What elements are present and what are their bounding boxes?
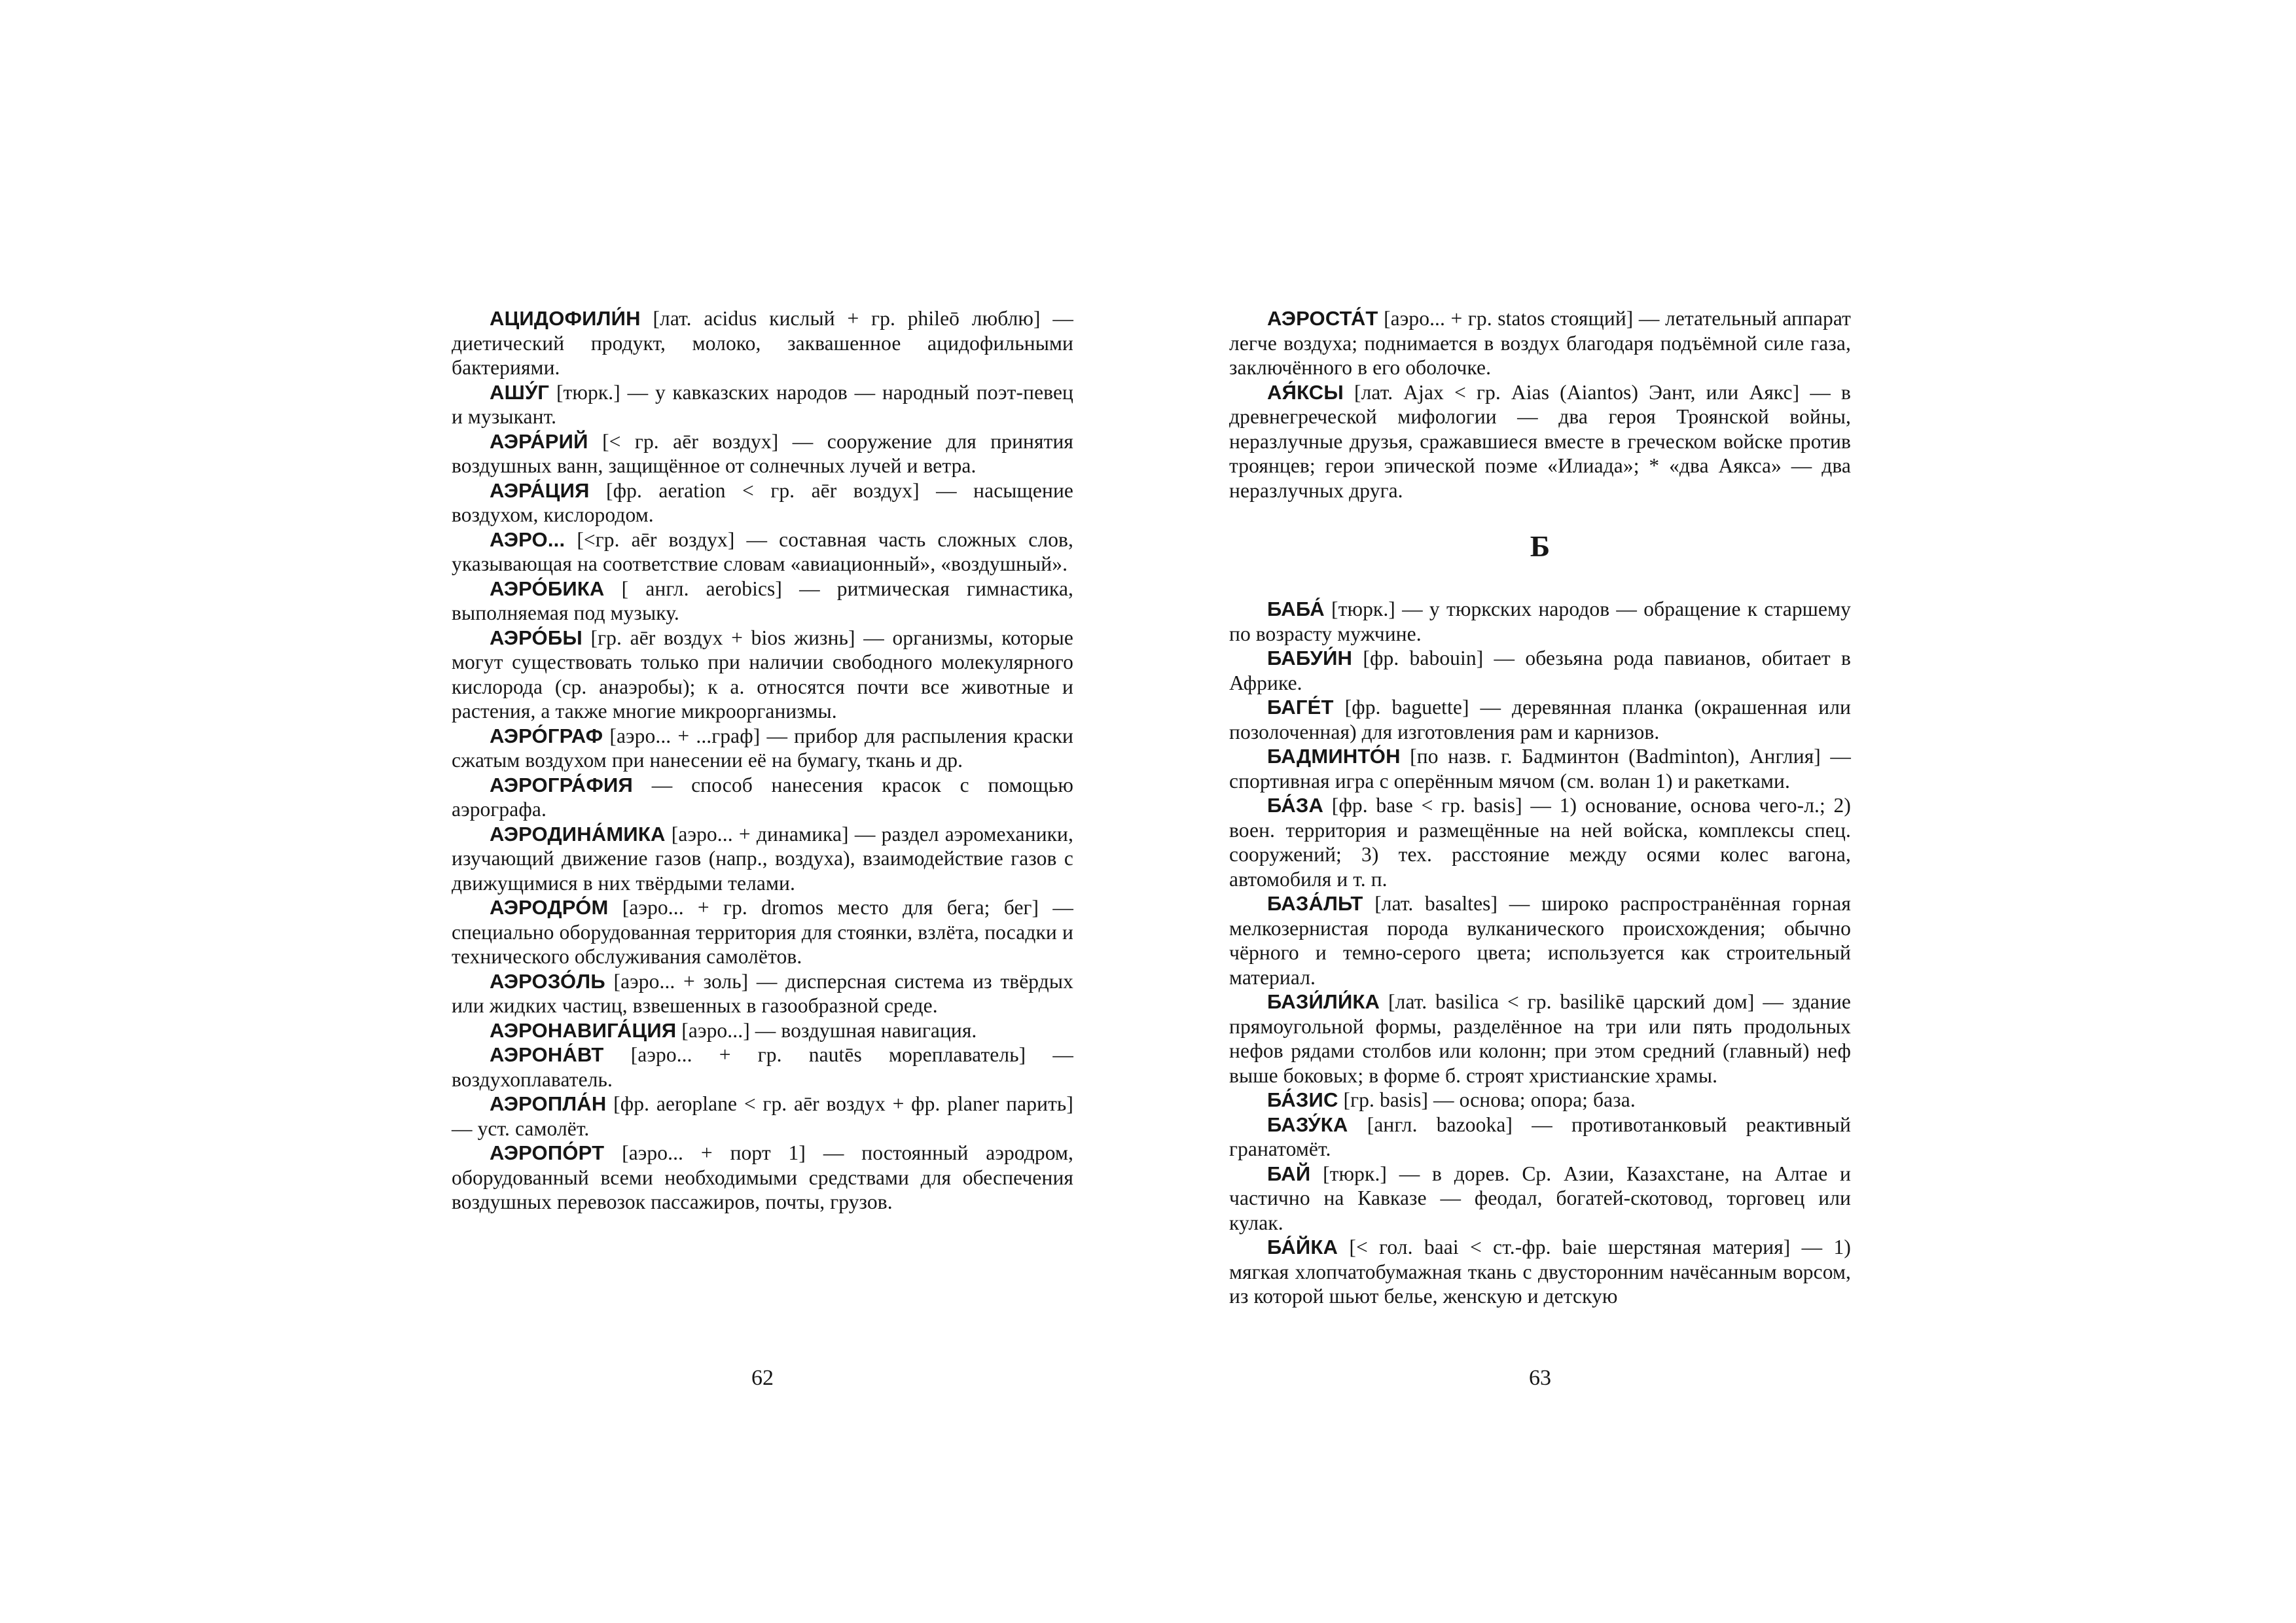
entry-headword: БАБУИ́Н [1267, 647, 1353, 669]
entry-headword: АШУ́Г [490, 380, 550, 404]
right-page [1229, 306, 1851, 1390]
dictionary-entry [452, 773, 1073, 822]
entry-headword: БАЗА́ЛЬТ [1267, 892, 1363, 915]
entry-headword: АЭРО́БЫ [490, 626, 583, 649]
entry-definition: [< гр. aēr воздух] — сооружение для принятия воздушных ванн, защищённое от солнечных лучей и ветра. [452, 429, 1073, 477]
entry-headword: АЭРОДИНА́МИКА [490, 822, 666, 846]
entry-definition: [фр. aeroplane < гр. aēr воздух + фр. planer парить] — уст. самолёт. [452, 1092, 1073, 1140]
dictionary-entry [1229, 1113, 1851, 1162]
dictionary-entry [1229, 1088, 1851, 1113]
entry-headword: БАЙ [1267, 1162, 1311, 1185]
entry-definition: — способ нанесения красок с помощью аэрографа. [452, 773, 1073, 821]
page-number: 63 [1529, 1366, 1551, 1390]
entry-definition: [<гр. aēr воздух] — составная часть сложных слов, указывающая на соответствие словам «авиационный», «воздушный». [452, 527, 1073, 575]
entry-headword: БА́ЗИС [1267, 1088, 1338, 1111]
dictionary-entry [1229, 597, 1851, 646]
entry-definition: [по назв. г. Бадминтон (Badminton), Англия] — спортивная игра с оперённым мячом (см. волан 1) и ракетками. [1229, 745, 1851, 793]
entry-definition: [тюрк.] — в дорев. Ср. Азии, Казахстане, на Алтае и частично на Кавказе — феодал, богатей-скотовод, торговец или кулак. [1229, 1162, 1851, 1234]
dictionary-entry [1229, 1162, 1851, 1236]
dictionary-entry [1229, 891, 1851, 990]
dictionary-entry [452, 822, 1073, 896]
entry-headword: АЭРА́РИЙ [490, 429, 588, 453]
entry-headword: БАЗИ́ЛИ́КА [1267, 990, 1380, 1013]
entry-definition: [аэро... + динамика] — раздел аэромеханики, изучающий движение газов (напр., воздуха), взаимодействие газов с движущимися в них твёрдыми телами. [452, 822, 1073, 895]
entry-definition: [фр. base < гр. basis] — 1) основание, основа чего-л.; 2) воен. территория и размещённые на ней войска, комплексы спец. сооружений; 3) тех. расстояние между осями колес вагона, автомобиля и т. п. [1229, 794, 1851, 891]
dictionary-entry [452, 969, 1073, 1018]
page-number: 62 [751, 1366, 774, 1390]
dictionary-entry [1229, 990, 1851, 1088]
dictionary-entry [452, 1141, 1073, 1215]
entry-headword: АЭРОНАВИГА́ЦИЯ [490, 1018, 677, 1042]
dictionary-entry [452, 1092, 1073, 1141]
dictionary-entry [452, 527, 1073, 577]
letter-section-heading: Б [1530, 529, 1551, 563]
entry-definition: [англ. bazooka] — противотанковый реактивный гранатомёт. [1229, 1113, 1851, 1160]
entry-definition: [аэро... + ...граф] — прибор для распыления краски сжатым воздухом при нанесении её на бумагу, ткань и др. [452, 724, 1073, 772]
dictionary-entry [452, 1043, 1073, 1092]
left-page [452, 306, 1073, 1390]
entry-headword: БАДМИНТО́Н [1267, 745, 1401, 768]
entry-headword: АЭРО́ГРАФ [490, 724, 603, 747]
entry-definition: [аэро... + золь] — дисперсная система из твёрдых или жидких частиц, взвешенных в газообразной среде. [452, 969, 1073, 1017]
dictionary-entry [1229, 306, 1851, 380]
dictionary-entry [1229, 646, 1851, 695]
entry-definition: [фр. babouin] — обезьяна рода павианов, обитает в Африке. [1229, 647, 1851, 694]
dictionary-entry [1229, 793, 1851, 891]
entry-headword: БАЗУ́КА [1267, 1113, 1348, 1136]
entry-headword: БА́ЗА [1267, 794, 1324, 817]
entry-headword: АЭРО́БИКА [490, 577, 605, 600]
entry-headword: АЭРОЗО́ЛЬ [490, 969, 605, 993]
entry-definition: [аэро... + порт 1] — постоянный аэродром, оборудованный всеми необходимыми средствами для обеспечения воздушных перевозок пассажиров, почты, грузов. [452, 1141, 1073, 1213]
entry-headword: БА́ЙКА [1267, 1236, 1338, 1258]
entry-definition: [гр. aēr воздух + bios жизнь] — организмы, которые могут существовать только при наличии свободного молекулярного кислорода (ср. анаэробы); к а. относятся почти все животные и растения, а также многие микроорганизмы. [452, 626, 1073, 722]
right-page-entries [1229, 306, 1851, 1331]
entry-definition: [лат. basilica < гр. basilikē царский дом] — здание прямоугольной формы, разделённое на три или пять продольных нефов рядами столбов или колонн; при этом средний (главный) неф выше боковых; в форме б. строят христианские храмы. [1229, 990, 1851, 1087]
entry-definition: [< гол. baai < ст.-фр. baie шерстяная материя] — 1) мягкая хлопчатобумажная ткань с двусторонним начёсанным ворсом, из которой шьют белье, женскую и детскую [1229, 1236, 1851, 1308]
entry-definition: [ англ. aerobics] — ритмическая гимнастика, выполняемая под музыку. [452, 577, 1073, 624]
entry-headword: АЭРО... [490, 527, 565, 551]
entry-headword: АЭРА́ЦИЯ [490, 478, 590, 502]
dictionary-entry [452, 306, 1073, 380]
entry-headword: БАБА́ [1267, 597, 1325, 620]
entry-definition: [тюрк.] — у кавказских народов — народный поэт-певец и музыкант. [452, 380, 1073, 428]
dictionary-entry [452, 895, 1073, 969]
entry-headword: АЭРОПО́РТ [490, 1141, 605, 1164]
entry-definition: [гр. basis] — основа; опора; база. [1338, 1088, 1636, 1111]
entry-definition: [лат. basaltes] — широко распространённая горная мелкозернистая порода вулканического происхождения; обычно чёрного и темно-серого цвета; используется как строительный материал. [1229, 892, 1851, 989]
entry-headword: АЯ́КСЫ [1267, 380, 1344, 404]
dictionary-entry [452, 478, 1073, 527]
entry-definition: [лат. acidus кислый + гр. phileō люблю] — диетический продукт, молоко, заквашенное ацидофильными бактериями. [452, 307, 1073, 379]
entry-definition: [лат. Ajax < гр. Aias (Aiantos) Эант, или Аякс] — в древнегреческой мифологии — два героя Троянской войны, неразлучные друзья, сражавшиеся вместе в греческом войске против троянцев; герои эпической поэме «Илиада»; * «два Аякса» — два неразлучных друга. [1229, 380, 1851, 502]
entry-definition: [фр. baguette] — деревянная планка (окрашенная или позолоченная) для изготовления рам и карнизов. [1229, 696, 1851, 743]
dictionary-entry [452, 626, 1073, 724]
dictionary-entry [452, 429, 1073, 478]
dictionary-entry [1229, 695, 1851, 744]
entry-definition: [аэро... + гр. dromos место для бега; бег] — специально оборудованная территория для стоянки, взлёта, посадки и технического обслуживания самолётов. [452, 896, 1073, 968]
left-page-entries [452, 306, 1073, 1331]
entry-definition: [аэро...] — воздушная навигация. [676, 1018, 977, 1042]
entry-definition: [фр. aeration < гр. aēr воздух] — насыщение воздухом, кислородом. [452, 478, 1073, 526]
entry-headword: АЭРОГРА́ФИЯ [490, 773, 633, 796]
dictionary-entry [1229, 744, 1851, 793]
entry-headword: АЭРОДРО́М [490, 896, 609, 919]
dictionary-entry [452, 380, 1073, 429]
entry-definition: [тюрк.] — у тюркских народов — обращение к старшему по возрасту мужчине. [1229, 597, 1851, 645]
entry-headword: АЭРОСТА́Т [1267, 307, 1378, 330]
dictionary-entry [1229, 1235, 1851, 1309]
entry-headword: АЦИДОФИЛИ́Н [490, 307, 641, 330]
entry-definition: [аэро... + гр. statos стоящий] — летательный аппарат легче воздуха; поднимается в воздух благодаря подъёмной силе газа, заключённого в его оболочке. [1229, 307, 1851, 379]
entry-definition: [аэро... + гр. nautēs мореплаватель] — воздухоплаватель. [452, 1043, 1073, 1091]
entry-headword: АЭРОНА́ВТ [490, 1043, 604, 1066]
dictionary-entry [452, 724, 1073, 773]
dictionary-entry [1229, 380, 1851, 503]
dictionary-entry [452, 1018, 1073, 1043]
dictionary-entry [452, 577, 1073, 626]
entry-headword: АЭРОПЛА́Н [490, 1092, 607, 1115]
entry-headword: БАГЕ́Т [1267, 696, 1334, 719]
